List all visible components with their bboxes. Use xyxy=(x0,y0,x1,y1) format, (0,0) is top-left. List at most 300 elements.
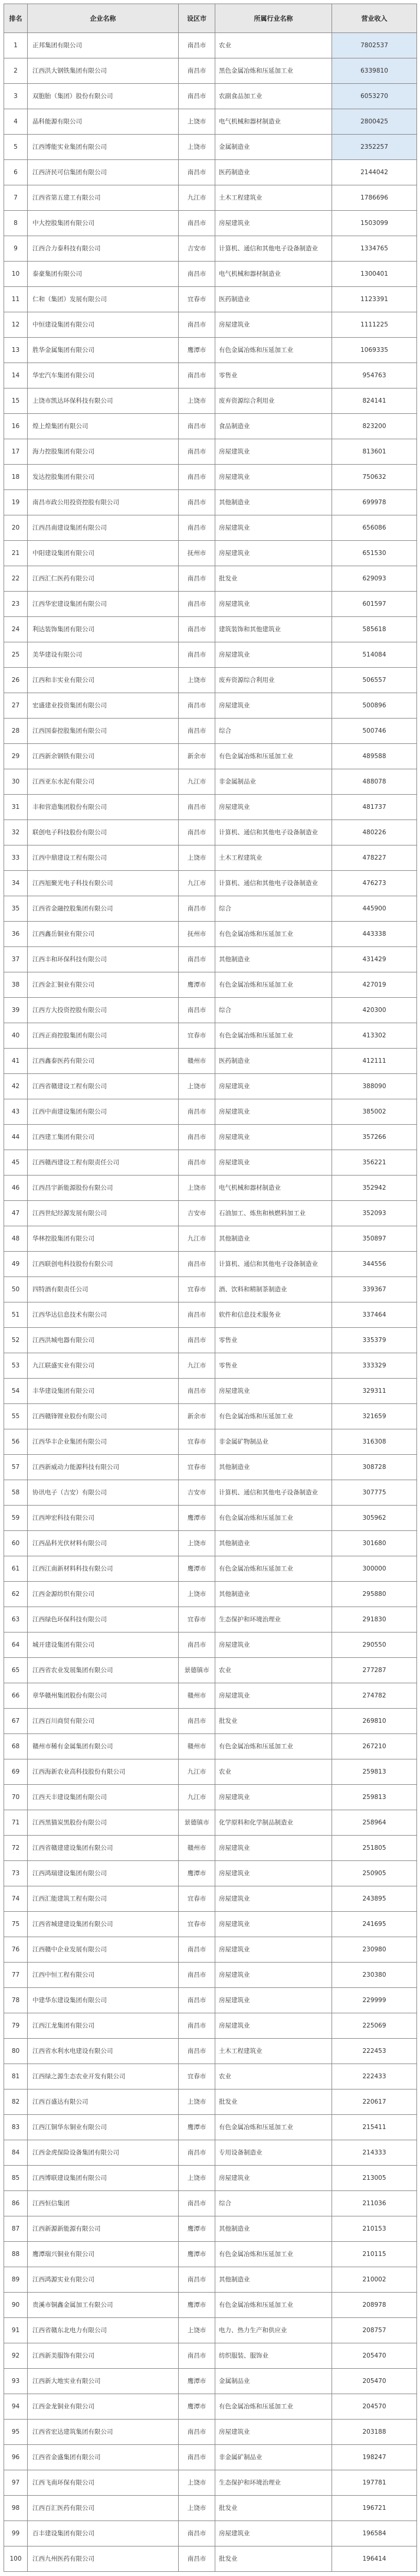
ranking-table xyxy=(4,4,417,2572)
industry-cell: 电气机械和器材制造业 xyxy=(215,262,332,287)
city-cell: 南昌市 xyxy=(179,312,215,338)
revenue-cell: 629093 xyxy=(332,566,417,592)
rank-cell: 88 xyxy=(4,2242,28,2267)
city-cell: 南昌市 xyxy=(179,2420,215,2445)
company-name-cell: 江西昌宇新能源股份有限公司 xyxy=(28,1176,179,1201)
industry-cell: 房屋建筑业 xyxy=(215,795,332,820)
table-row xyxy=(4,1226,417,1252)
industry-cell: 有色金属冶炼和压延加工业 xyxy=(215,2242,332,2267)
revenue-cell: 352093 xyxy=(332,1201,417,1226)
company-name-cell: 美华建设有限公司 xyxy=(28,642,179,668)
rank-cell: 18 xyxy=(4,465,28,490)
table-row xyxy=(4,363,417,388)
rank-cell: 2 xyxy=(4,58,28,84)
company-name-cell: 江西省赣东北电力有限公司 xyxy=(28,2318,179,2343)
revenue-cell: 1300401 xyxy=(332,262,417,287)
revenue-cell: 585618 xyxy=(332,617,417,642)
revenue-cell: 213005 xyxy=(332,2166,417,2191)
table-row xyxy=(4,109,417,135)
rank-cell: 84 xyxy=(4,2140,28,2166)
city-cell: 上饶市 xyxy=(179,2470,215,2496)
rank-cell: 99 xyxy=(4,2521,28,2546)
industry-cell: 房屋建筑业 xyxy=(215,1861,332,1886)
revenue-cell: 251805 xyxy=(332,1836,417,1861)
city-cell: 吉安市 xyxy=(179,236,215,262)
revenue-cell: 333329 xyxy=(332,1353,417,1379)
industry-cell: 废弃资源综合利用业 xyxy=(215,668,332,693)
company-name-cell: 华宏汽车集团有限公司 xyxy=(28,363,179,388)
table-row xyxy=(4,1988,417,2013)
company-name-cell: 江西中鼎建设工程有限公司 xyxy=(28,845,179,871)
table-row xyxy=(4,592,417,617)
revenue-cell: 476273 xyxy=(332,871,417,896)
rank-cell: 54 xyxy=(4,1379,28,1404)
city-cell: 景德镇市 xyxy=(179,1658,215,1683)
city-cell: 南昌市 xyxy=(179,1125,215,1150)
city-cell: 南昌市 xyxy=(179,84,215,109)
industry-cell: 食品制造业 xyxy=(215,414,332,439)
table-row xyxy=(4,1531,417,1556)
rank-cell: 42 xyxy=(4,1074,28,1099)
table-row xyxy=(4,135,417,160)
header-rank: 排名 xyxy=(4,4,28,33)
industry-cell: 其他制造业 xyxy=(215,1455,332,1480)
company-name-cell: 江西国泰控股集团有限公司 xyxy=(28,719,179,744)
table-row xyxy=(4,1836,417,1861)
company-name-cell: 上饶市凯达环保科技有限公司 xyxy=(28,388,179,414)
table-row xyxy=(4,2496,417,2521)
revenue-cell: 305962 xyxy=(332,1506,417,1531)
revenue-cell: 290550 xyxy=(332,1633,417,1658)
company-name-cell: 发达控股集团有限公司 xyxy=(28,465,179,490)
rank-cell: 77 xyxy=(4,1963,28,1988)
revenue-cell: 2800425 xyxy=(332,109,417,135)
revenue-cell: 2352257 xyxy=(332,135,417,160)
company-name-cell: 江西江铜华东铜业有限公司 xyxy=(28,2115,179,2140)
city-cell: 上饶市 xyxy=(179,2166,215,2191)
industry-cell: 计算机、通信和其他电子设备制造业 xyxy=(215,1480,332,1506)
industry-cell: 有色金属冶炼和压延加工业 xyxy=(215,744,332,769)
rank-cell: 96 xyxy=(4,2445,28,2470)
company-name-cell: 江西新美服饰有限公司 xyxy=(28,2343,179,2369)
industry-cell: 房屋建筑业 xyxy=(215,211,332,236)
rank-cell: 50 xyxy=(4,1277,28,1302)
table-row xyxy=(4,1759,417,1785)
revenue-cell: 329311 xyxy=(332,1379,417,1404)
industry-cell: 零售业 xyxy=(215,1353,332,1379)
table-row xyxy=(4,2369,417,2394)
city-cell: 上饶市 xyxy=(179,1582,215,1607)
table-row xyxy=(4,388,417,414)
revenue-cell: 300000 xyxy=(332,1556,417,1582)
city-cell: 鹰潭市 xyxy=(179,1861,215,1886)
rank-cell: 90 xyxy=(4,2293,28,2318)
industry-cell: 其他制造业 xyxy=(215,1531,332,1556)
table-row xyxy=(4,1506,417,1531)
industry-cell: 房屋建筑业 xyxy=(215,2166,332,2191)
city-cell: 鹰潭市 xyxy=(179,2293,215,2318)
rank-cell: 26 xyxy=(4,668,28,693)
company-name-cell: 江西省宏达建筑集团有限公司 xyxy=(28,2420,179,2445)
revenue-cell: 352942 xyxy=(332,1176,417,1201)
revenue-cell: 295880 xyxy=(332,1582,417,1607)
company-name-cell: 丰华建设集团有限公司 xyxy=(28,1379,179,1404)
company-name-cell: 江西济民可信集团有限公司 xyxy=(28,160,179,185)
industry-cell: 综合 xyxy=(215,998,332,1023)
table-row xyxy=(4,2293,417,2318)
industry-cell: 医药制造业 xyxy=(215,1049,332,1074)
rank-cell: 83 xyxy=(4,2115,28,2140)
city-cell: 南昌市 xyxy=(179,515,215,541)
rank-cell: 71 xyxy=(4,1810,28,1836)
rank-cell: 37 xyxy=(4,947,28,972)
industry-cell: 电力、热力生产和供应业 xyxy=(215,2318,332,2343)
revenue-cell: 214333 xyxy=(332,2140,417,2166)
table-header xyxy=(4,4,417,33)
revenue-cell: 7802537 xyxy=(332,33,417,58)
company-name-cell: 江西华宏建设集团有限公司 xyxy=(28,592,179,617)
table-row xyxy=(4,2420,417,2445)
table-row xyxy=(4,58,417,84)
revenue-cell: 601597 xyxy=(332,592,417,617)
company-name-cell: 江西省农业发展集团有限公司 xyxy=(28,1658,179,1683)
company-name-cell: 江西洪城电器有限公司 xyxy=(28,1328,179,1353)
city-cell: 南昌市 xyxy=(179,1150,215,1176)
revenue-cell: 1069335 xyxy=(332,338,417,363)
revenue-cell: 308728 xyxy=(332,1455,417,1480)
header-industry: 所属行业名称 xyxy=(215,4,332,33)
city-cell: 九江市 xyxy=(179,1353,215,1379)
rank-cell: 62 xyxy=(4,1582,28,1607)
city-cell: 九江市 xyxy=(179,769,215,795)
rank-cell: 19 xyxy=(4,490,28,515)
rank-cell: 20 xyxy=(4,515,28,541)
city-cell: 南昌市 xyxy=(179,947,215,972)
table-row xyxy=(4,338,417,363)
city-cell: 南昌市 xyxy=(179,1709,215,1734)
table-row xyxy=(4,439,417,465)
city-cell: 上饶市 xyxy=(179,2318,215,2343)
industry-cell: 土木工程建筑业 xyxy=(215,845,332,871)
industry-cell: 有色金属冶炼和压延加工业 xyxy=(215,922,332,947)
industry-cell: 有色金属冶炼和压延加工业 xyxy=(215,2115,332,2140)
revenue-cell: 443338 xyxy=(332,922,417,947)
table-row xyxy=(4,2089,417,2115)
revenue-cell: 230980 xyxy=(332,1937,417,1963)
company-name-cell: 正邦集团有限公司 xyxy=(28,33,179,58)
rank-cell: 3 xyxy=(4,84,28,109)
table-row xyxy=(4,2039,417,2064)
city-cell: 南昌市 xyxy=(179,465,215,490)
revenue-cell: 344556 xyxy=(332,1252,417,1277)
header-company-name: 企业名称 xyxy=(28,4,179,33)
company-name-cell: 江西省金融控股集团有限公司 xyxy=(28,896,179,922)
industry-cell: 房屋建筑业 xyxy=(215,642,332,668)
industry-cell: 有色金属冶炼和压延加工业 xyxy=(215,1556,332,1582)
revenue-cell: 337464 xyxy=(332,1302,417,1328)
rank-cell: 75 xyxy=(4,1912,28,1937)
city-cell: 新余市 xyxy=(179,1404,215,1429)
revenue-cell: 506557 xyxy=(332,668,417,693)
rank-cell: 17 xyxy=(4,439,28,465)
rank-cell: 67 xyxy=(4,1709,28,1734)
table-row xyxy=(4,1810,417,1836)
industry-cell: 房屋建筑业 xyxy=(215,1074,332,1099)
rank-cell: 66 xyxy=(4,1683,28,1709)
company-name-cell: 江西黑猫炭黑股份有限公司 xyxy=(28,1810,179,1836)
industry-cell: 批发业 xyxy=(215,1709,332,1734)
city-cell: 南昌市 xyxy=(179,1379,215,1404)
revenue-cell: 210002 xyxy=(332,2267,417,2293)
rank-cell: 38 xyxy=(4,972,28,998)
industry-cell: 建筑装饰和其他建筑业 xyxy=(215,617,332,642)
rank-cell: 11 xyxy=(4,287,28,312)
table-row xyxy=(4,617,417,642)
revenue-cell: 198247 xyxy=(332,2445,417,2470)
rank-cell: 57 xyxy=(4,1455,28,1480)
city-cell: 南昌市 xyxy=(179,820,215,845)
rank-cell: 59 xyxy=(4,1506,28,1531)
table-row xyxy=(4,845,417,871)
city-cell: 南昌市 xyxy=(179,2546,215,2572)
rank-cell: 73 xyxy=(4,1861,28,1886)
revenue-cell: 321659 xyxy=(332,1404,417,1429)
company-name-cell: 协讯电子（吉安）有限公司 xyxy=(28,1480,179,1506)
company-name-cell: 江西赣锋锂业股份有限公司 xyxy=(28,1404,179,1429)
industry-cell: 房屋建筑业 xyxy=(215,2521,332,2546)
industry-cell: 房屋建筑业 xyxy=(215,1683,332,1709)
company-name-cell: 江西鑫岳铜业有限公司 xyxy=(28,922,179,947)
company-name-cell: 江西省水利水电建设有限公司 xyxy=(28,2039,179,2064)
industry-cell: 金属制造业 xyxy=(215,135,332,160)
rank-cell: 72 xyxy=(4,1836,28,1861)
rank-cell: 29 xyxy=(4,744,28,769)
rank-cell: 56 xyxy=(4,1429,28,1455)
company-name-cell: 江西海新农业高科技股份有限公司 xyxy=(28,1759,179,1785)
city-cell: 宜春市 xyxy=(179,1455,215,1480)
table-row xyxy=(4,1404,417,1429)
industry-cell: 计算机、通信和其他电子设备制造业 xyxy=(215,871,332,896)
company-name-cell: 江西省第五建工有限公司 xyxy=(28,185,179,211)
revenue-cell: 196584 xyxy=(332,2521,417,2546)
industry-cell: 批发业 xyxy=(215,566,332,592)
rank-cell: 33 xyxy=(4,845,28,871)
rank-cell: 48 xyxy=(4,1226,28,1252)
industry-cell: 生态保护和环境治理业 xyxy=(215,2470,332,2496)
industry-cell: 房屋建筑业 xyxy=(215,439,332,465)
industry-cell: 房屋建筑业 xyxy=(215,515,332,541)
revenue-cell: 500746 xyxy=(332,719,417,744)
rank-cell: 91 xyxy=(4,2318,28,2343)
company-name-cell: 胜华金属集团有限公司 xyxy=(28,338,179,363)
rank-cell: 4 xyxy=(4,109,28,135)
table-row xyxy=(4,1658,417,1683)
company-name-cell: 四特酒有限责任公司 xyxy=(28,1277,179,1302)
revenue-cell: 413302 xyxy=(332,1023,417,1049)
rank-cell: 94 xyxy=(4,2394,28,2420)
revenue-cell: 500896 xyxy=(332,693,417,719)
city-cell: 宜春市 xyxy=(179,1912,215,1937)
company-name-cell: 江西飞南环保有限公司 xyxy=(28,2470,179,2496)
city-cell: 南昌市 xyxy=(179,795,215,820)
industry-cell: 房屋建筑业 xyxy=(215,1379,332,1404)
table-row xyxy=(4,922,417,947)
header-revenue: 营业收入 xyxy=(332,4,417,33)
rank-cell: 69 xyxy=(4,1759,28,1785)
rank-cell: 24 xyxy=(4,617,28,642)
city-cell: 南昌市 xyxy=(179,490,215,515)
rank-cell: 15 xyxy=(4,388,28,414)
industry-cell: 农副食品加工业 xyxy=(215,84,332,109)
rank-cell: 40 xyxy=(4,1023,28,1049)
rank-cell: 21 xyxy=(4,541,28,566)
rank-cell: 32 xyxy=(4,820,28,845)
table-row xyxy=(4,414,417,439)
industry-cell: 石油加工、炼焦和核燃料加工业 xyxy=(215,1201,332,1226)
rank-cell: 39 xyxy=(4,998,28,1023)
table-row xyxy=(4,2115,417,2140)
company-name-cell: 江西中南建设集团有限公司 xyxy=(28,1099,179,1125)
table-row xyxy=(4,1709,417,1734)
revenue-cell: 1123391 xyxy=(332,287,417,312)
industry-cell: 房屋建筑业 xyxy=(215,465,332,490)
company-name-cell: 江西金源纺织有限公司 xyxy=(28,1582,179,1607)
rank-cell: 34 xyxy=(4,871,28,896)
company-name-cell: 海力控股集团有限公司 xyxy=(28,439,179,465)
revenue-cell: 259813 xyxy=(332,1785,417,1810)
table-row xyxy=(4,236,417,262)
industry-cell: 其他制造业 xyxy=(215,1582,332,1607)
city-cell: 上饶市 xyxy=(179,135,215,160)
city-cell: 宜春市 xyxy=(179,1429,215,1455)
revenue-cell: 514084 xyxy=(332,642,417,668)
industry-cell: 房屋建筑业 xyxy=(215,1886,332,1912)
revenue-cell: 204570 xyxy=(332,2394,417,2420)
revenue-cell: 488078 xyxy=(332,769,417,795)
company-name-cell: 贵溪市铜鑫金属加工有限公司 xyxy=(28,2293,179,2318)
city-cell: 上饶市 xyxy=(179,1531,215,1556)
revenue-cell: 210153 xyxy=(332,2216,417,2242)
city-cell: 南昌市 xyxy=(179,1988,215,2013)
company-name-cell: 江西世纪经源发展有限公司 xyxy=(28,1201,179,1226)
revenue-cell: 225069 xyxy=(332,2013,417,2039)
city-cell: 上饶市 xyxy=(179,2496,215,2521)
company-name-cell: 江西金龙铜业有限公司 xyxy=(28,2394,179,2420)
rank-cell: 81 xyxy=(4,2064,28,2089)
industry-cell: 专用设备制造业 xyxy=(215,2140,332,2166)
industry-cell: 房屋建筑业 xyxy=(215,1150,332,1176)
city-cell: 宜春市 xyxy=(179,1886,215,1912)
industry-cell: 农业 xyxy=(215,33,332,58)
table-row xyxy=(4,2013,417,2039)
table-row xyxy=(4,541,417,566)
city-cell: 南昌市 xyxy=(179,719,215,744)
city-cell: 南昌市 xyxy=(179,33,215,58)
table-row xyxy=(4,972,417,998)
company-name-cell: 华林控股集团有限公司 xyxy=(28,1226,179,1252)
revenue-cell: 258964 xyxy=(332,1810,417,1836)
company-name-cell: 南昌市政公用投资控股有限公司 xyxy=(28,490,179,515)
revenue-cell: 357266 xyxy=(332,1125,417,1150)
city-cell: 上饶市 xyxy=(179,668,215,693)
industry-cell: 其他制造业 xyxy=(215,2216,332,2242)
header-city: 设区市 xyxy=(179,4,215,33)
company-name-cell: 江西中恒工程有限公司 xyxy=(28,1963,179,1988)
table-row xyxy=(4,2445,417,2470)
table-row xyxy=(4,465,417,490)
city-cell: 南昌市 xyxy=(179,1252,215,1277)
revenue-cell: 208978 xyxy=(332,2293,417,2318)
company-name-cell: 江西博联建设集团有限公司 xyxy=(28,2166,179,2191)
table-row xyxy=(4,2242,417,2267)
table-row xyxy=(4,1633,417,1658)
company-name-cell: 江西恒信集团 xyxy=(28,2191,179,2216)
company-name-cell: 江西正商控股集团有限公司 xyxy=(28,1023,179,1049)
table-row xyxy=(4,1734,417,1759)
revenue-cell: 316308 xyxy=(332,1429,417,1455)
table-row xyxy=(4,2216,417,2242)
company-name-cell: 江西亚东水泥有限公司 xyxy=(28,769,179,795)
industry-cell: 其他制造业 xyxy=(215,1226,332,1252)
company-name-cell: 城开建设集团有限公司 xyxy=(28,1633,179,1658)
company-name-cell: 江西联创电科技股份有限公司 xyxy=(28,1252,179,1277)
revenue-cell: 267210 xyxy=(332,1734,417,1759)
revenue-cell: 215411 xyxy=(332,2115,417,2140)
city-cell: 南昌市 xyxy=(179,2521,215,2546)
table-row xyxy=(4,566,417,592)
table-row xyxy=(4,2064,417,2089)
table-row xyxy=(4,1455,417,1480)
industry-cell: 医药制造业 xyxy=(215,160,332,185)
industry-cell: 生态保护和环境治理业 xyxy=(215,1607,332,1633)
city-cell: 宜春市 xyxy=(179,1607,215,1633)
table-row xyxy=(4,1582,417,1607)
table-row xyxy=(4,2470,417,2496)
city-cell: 九江市 xyxy=(179,185,215,211)
company-name-cell: 江西赣西建设工程有限责任公司 xyxy=(28,1150,179,1176)
city-cell: 南昌市 xyxy=(179,363,215,388)
city-cell: 南昌市 xyxy=(179,617,215,642)
city-cell: 鹰潭市 xyxy=(179,2394,215,2420)
city-cell: 南昌市 xyxy=(179,1302,215,1328)
rank-cell: 6 xyxy=(4,160,28,185)
rank-cell: 95 xyxy=(4,2420,28,2445)
city-cell: 宜春市 xyxy=(179,2064,215,2089)
company-name-cell: 江西晶科光伏材料有限公司 xyxy=(28,1531,179,1556)
city-cell: 赣州市 xyxy=(179,1683,215,1709)
table-row xyxy=(4,719,417,744)
industry-cell: 有色金属冶炼和压延加工业 xyxy=(215,2394,332,2420)
rank-cell: 58 xyxy=(4,1480,28,1506)
city-cell: 宜春市 xyxy=(179,287,215,312)
rank-cell: 93 xyxy=(4,2369,28,2394)
company-name-cell: 江西昌南建设集团有限公司 xyxy=(28,515,179,541)
rank-cell: 65 xyxy=(4,1658,28,1683)
rank-cell: 78 xyxy=(4,1988,28,2013)
rank-cell: 63 xyxy=(4,1607,28,1633)
industry-cell: 化学原料和化学制品制造业 xyxy=(215,1810,332,1836)
company-name-cell: 鹰潭瑞兴铜业有限公司 xyxy=(28,2242,179,2267)
company-name-cell: 仁和（集团）发展有限公司 xyxy=(28,287,179,312)
rank-cell: 41 xyxy=(4,1049,28,1074)
city-cell: 鹰潭市 xyxy=(179,2115,215,2140)
rank-cell: 22 xyxy=(4,566,28,592)
rank-cell: 23 xyxy=(4,592,28,617)
company-name-cell: 煌上煌集团有限公司 xyxy=(28,414,179,439)
industry-cell: 电气机械和器材制造业 xyxy=(215,1176,332,1201)
industry-cell: 非金属制品业 xyxy=(215,769,332,795)
company-name-cell: 百丰建设集团有限公司 xyxy=(28,2521,179,2546)
